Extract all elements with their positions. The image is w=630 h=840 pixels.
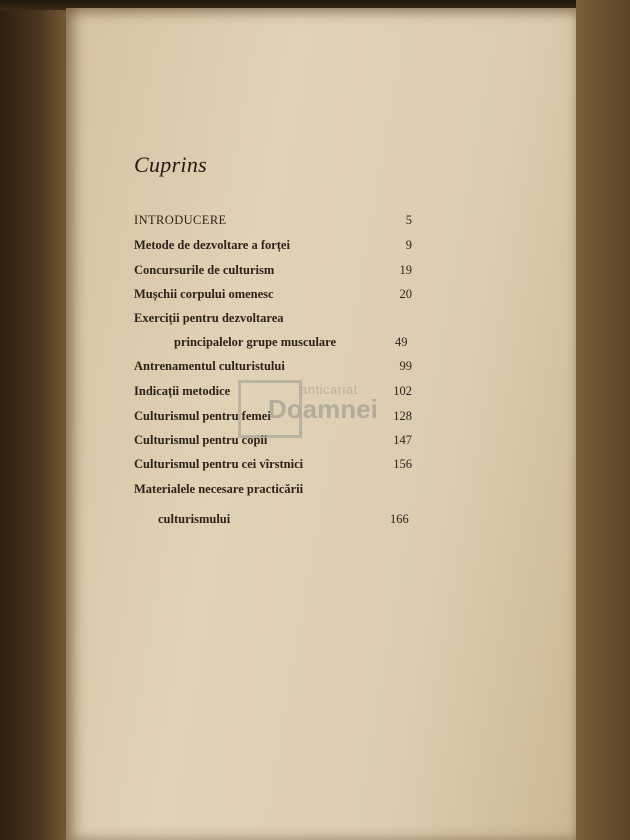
toc-page-number: 19: [399, 263, 412, 277]
background-right: [576, 0, 630, 840]
toc-page-number: 5: [405, 213, 412, 227]
toc-entry-label: Culturismul pentru femei: [134, 409, 271, 423]
toc-entry-label: Culturismul pentru copii: [134, 433, 268, 447]
book-spine-shadow: [0, 0, 70, 840]
toc-entry-label: Mușchii corpului omenesc: [134, 287, 274, 301]
toc-page-number: 102: [393, 384, 412, 398]
toc-entry-label: Materialele necesare practicării: [134, 482, 304, 496]
watermark: [238, 376, 408, 456]
toc-page-number: 128: [393, 409, 412, 423]
toc-entry-label: Culturismul pentru cei vîrstnici: [134, 457, 304, 471]
toc-page-number: 9: [405, 238, 412, 252]
toc-page-number: 147: [393, 433, 412, 447]
toc-entry-label: Indicații metodice: [134, 384, 231, 398]
toc-entry-label: Metode de dezvoltare a forței: [134, 238, 290, 252]
toc-entry-label: Exerciții pentru dezvoltarea: [134, 311, 284, 325]
page-title: Cuprins: [134, 152, 208, 177]
watermark-top-text: anticariat: [300, 382, 358, 397]
toc-entry-continuation: principalelor grupe musculare: [174, 335, 337, 349]
toc-entry-label: Concursurile de culturism: [134, 263, 275, 277]
toc-page-number: 49: [395, 335, 408, 349]
watermark-main-text: Doamnei: [268, 394, 378, 424]
toc-page-number: 166: [390, 512, 409, 526]
toc-entry-label: Antrenamentul culturistului: [134, 359, 285, 373]
toc-entry-label: INTRODUCERE: [134, 213, 227, 227]
toc-entry-continuation: culturismului: [158, 512, 231, 526]
toc-page-number: 156: [393, 457, 412, 471]
toc-page-number: 20: [399, 287, 412, 301]
toc-page-number: 99: [399, 359, 412, 373]
